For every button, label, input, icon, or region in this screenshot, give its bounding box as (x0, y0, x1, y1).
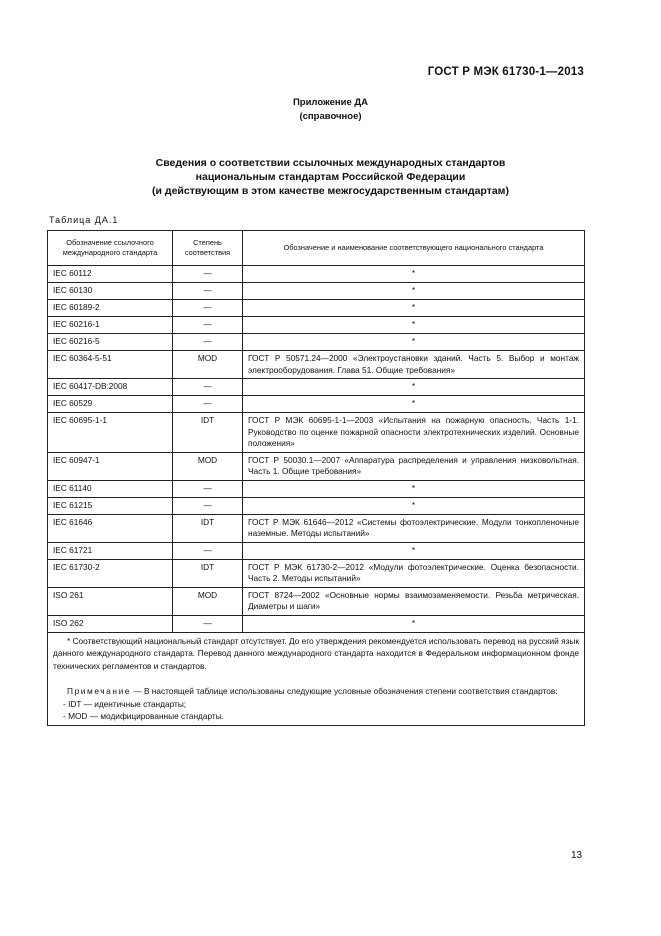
appendix-subtitle: (справочное) (299, 111, 362, 122)
intl-standard-cell: IEC 61721 (48, 542, 173, 559)
national-standard-cell: ГОСТ Р 50571.24—2000 «Электроустановки зданий. Часть 5. Выбор и монтаж электрооборудования. Глава 51. Общие требования» (243, 351, 585, 379)
note-item-mod: - MOD — модифицированные стандарты. (63, 711, 225, 721)
document-code: ГОСТ Р МЭК 61730-1—2013 (427, 66, 584, 78)
appendix-title: Приложение ДА (292, 97, 369, 108)
intl-standard-cell: IEC 60529 (48, 396, 173, 413)
intl-standard-cell: IEC 61215 (48, 497, 173, 514)
degree-cell: MOD (173, 351, 243, 379)
national-standard-cell: ГОСТ Р МЭК 60695-1-1—2003 «Испытания на пожарную опасность. Часть 1-1. Руководство по оценке пожарной опасности электротехнических изделий. Основные положения» (243, 413, 585, 453)
table-row (48, 559, 585, 587)
title-line-3: (и действующим в этом качестве межгосударственным стандартам) (152, 185, 509, 197)
intl-standard-cell: IEC 61140 (48, 480, 173, 497)
intl-standard-cell: IEC 60947-1 (48, 452, 173, 480)
table-row (48, 542, 585, 559)
note-body: — В настоящей таблице использованы следующие условные обозначения степени соответствия стандартов: (131, 686, 558, 696)
table-row (48, 497, 585, 514)
table-row (48, 379, 585, 396)
header-degree: Степень соответствия (173, 231, 243, 266)
intl-standard-cell: ISO 261 (48, 587, 173, 615)
notes-row (48, 632, 585, 725)
intl-standard-cell: IEC 60112 (48, 266, 173, 283)
table-row (48, 334, 585, 351)
table-row (48, 317, 585, 334)
national-standard-cell: * (243, 266, 585, 283)
degree-cell: — (173, 542, 243, 559)
appendix-heading (0, 96, 661, 124)
note-item-idt: - IDT — идентичные стандарты; (63, 698, 187, 709)
note-label: Примечание (67, 686, 132, 696)
table-row (48, 351, 585, 379)
degree-cell: IDT (173, 514, 243, 542)
footnote: * Соответствующий национальный стандарт отсутствует. До его утверждения рекомендуется использовать перевод на русский язык данного международного стандарта. Перевод данного международного стандарта находится в Федеральном информационном фонде технических регламентов и стандартов. (53, 635, 579, 671)
table-row (48, 514, 585, 542)
title-line-2: национальным стандартам Российской Федерации (195, 171, 466, 183)
national-standard-cell: * (243, 497, 585, 514)
intl-standard-cell: IEC 61646 (48, 514, 173, 542)
table-body (48, 266, 585, 633)
intl-standard-cell: IEC 60189-2 (48, 300, 173, 317)
degree-cell: — (173, 317, 243, 334)
national-standard-cell: ГОСТ 8724—2002 «Основные нормы взаимозаменяемости. Резьба метрическая. Диаметры и шаги» (243, 587, 585, 615)
table-row (48, 413, 585, 453)
degree-cell: — (173, 300, 243, 317)
table-row (48, 615, 585, 632)
degree-cell: — (173, 396, 243, 413)
intl-standard-cell: IEC 60130 (48, 283, 173, 300)
national-standard-cell: * (243, 334, 585, 351)
header-national-standard: Обозначение и наименование соответствующего национального стандарта (243, 231, 585, 266)
intl-standard-cell: IEC 60216-5 (48, 334, 173, 351)
table-header-row (48, 231, 585, 266)
degree-cell: — (173, 334, 243, 351)
table-row (48, 480, 585, 497)
note-text (53, 685, 579, 698)
table-row (48, 587, 585, 615)
degree-cell: — (173, 615, 243, 632)
national-standard-cell: ГОСТ Р МЭК 61646—2012 «Системы фотоэлектрические. Модули тонкопленочные наземные. Методы испытаний» (243, 514, 585, 542)
degree-cell: — (173, 266, 243, 283)
table-row (48, 300, 585, 317)
title-line-1: Сведения о соответствии ссылочных международных стандартов (155, 157, 506, 169)
national-standard-cell: * (243, 317, 585, 334)
table-row (48, 396, 585, 413)
header-intl-standard: Обозначение ссылочного международного стандарта (48, 231, 173, 266)
national-standard-cell: * (243, 480, 585, 497)
national-standard-cell: * (243, 283, 585, 300)
degree-cell: — (173, 480, 243, 497)
national-standard-cell: * (243, 379, 585, 396)
intl-standard-cell: IEC 61730-2 (48, 559, 173, 587)
degree-cell: — (173, 497, 243, 514)
degree-cell: — (173, 379, 243, 396)
national-standard-cell: ГОСТ Р МЭК 61730-2—2012 «Модули фотоэлектрические. Оценка безопасности. Часть 2. Методы испытаний» (243, 559, 585, 587)
degree-cell: — (173, 283, 243, 300)
national-standard-cell: * (243, 300, 585, 317)
intl-standard-cell: ISO 262 (48, 615, 173, 632)
degree-cell: MOD (173, 452, 243, 480)
page-number: 13 (571, 850, 583, 861)
table-row (48, 266, 585, 283)
degree-cell: IDT (173, 413, 243, 453)
table-row (48, 283, 585, 300)
national-standard-cell: * (243, 615, 585, 632)
intl-standard-cell: IEC 60364-5-51 (48, 351, 173, 379)
degree-cell: MOD (173, 587, 243, 615)
national-standard-cell: * (243, 542, 585, 559)
document-title (0, 156, 661, 198)
notes-cell (48, 632, 585, 725)
correspondence-table (47, 230, 585, 726)
note-block (53, 685, 579, 723)
table-row (48, 452, 585, 480)
intl-standard-cell: IEC 60417-DB:2008 (48, 379, 173, 396)
intl-standard-cell: IEC 60695-1-1 (48, 413, 173, 453)
intl-standard-cell: IEC 60216-1 (48, 317, 173, 334)
national-standard-cell: ГОСТ Р 50030.1—2007 «Аппаратура распределения и управления низковольтная. Часть 1. Общие требования» (243, 452, 585, 480)
degree-cell: IDT (173, 559, 243, 587)
table-caption: Таблица ДА.1 (49, 215, 119, 225)
national-standard-cell: * (243, 396, 585, 413)
